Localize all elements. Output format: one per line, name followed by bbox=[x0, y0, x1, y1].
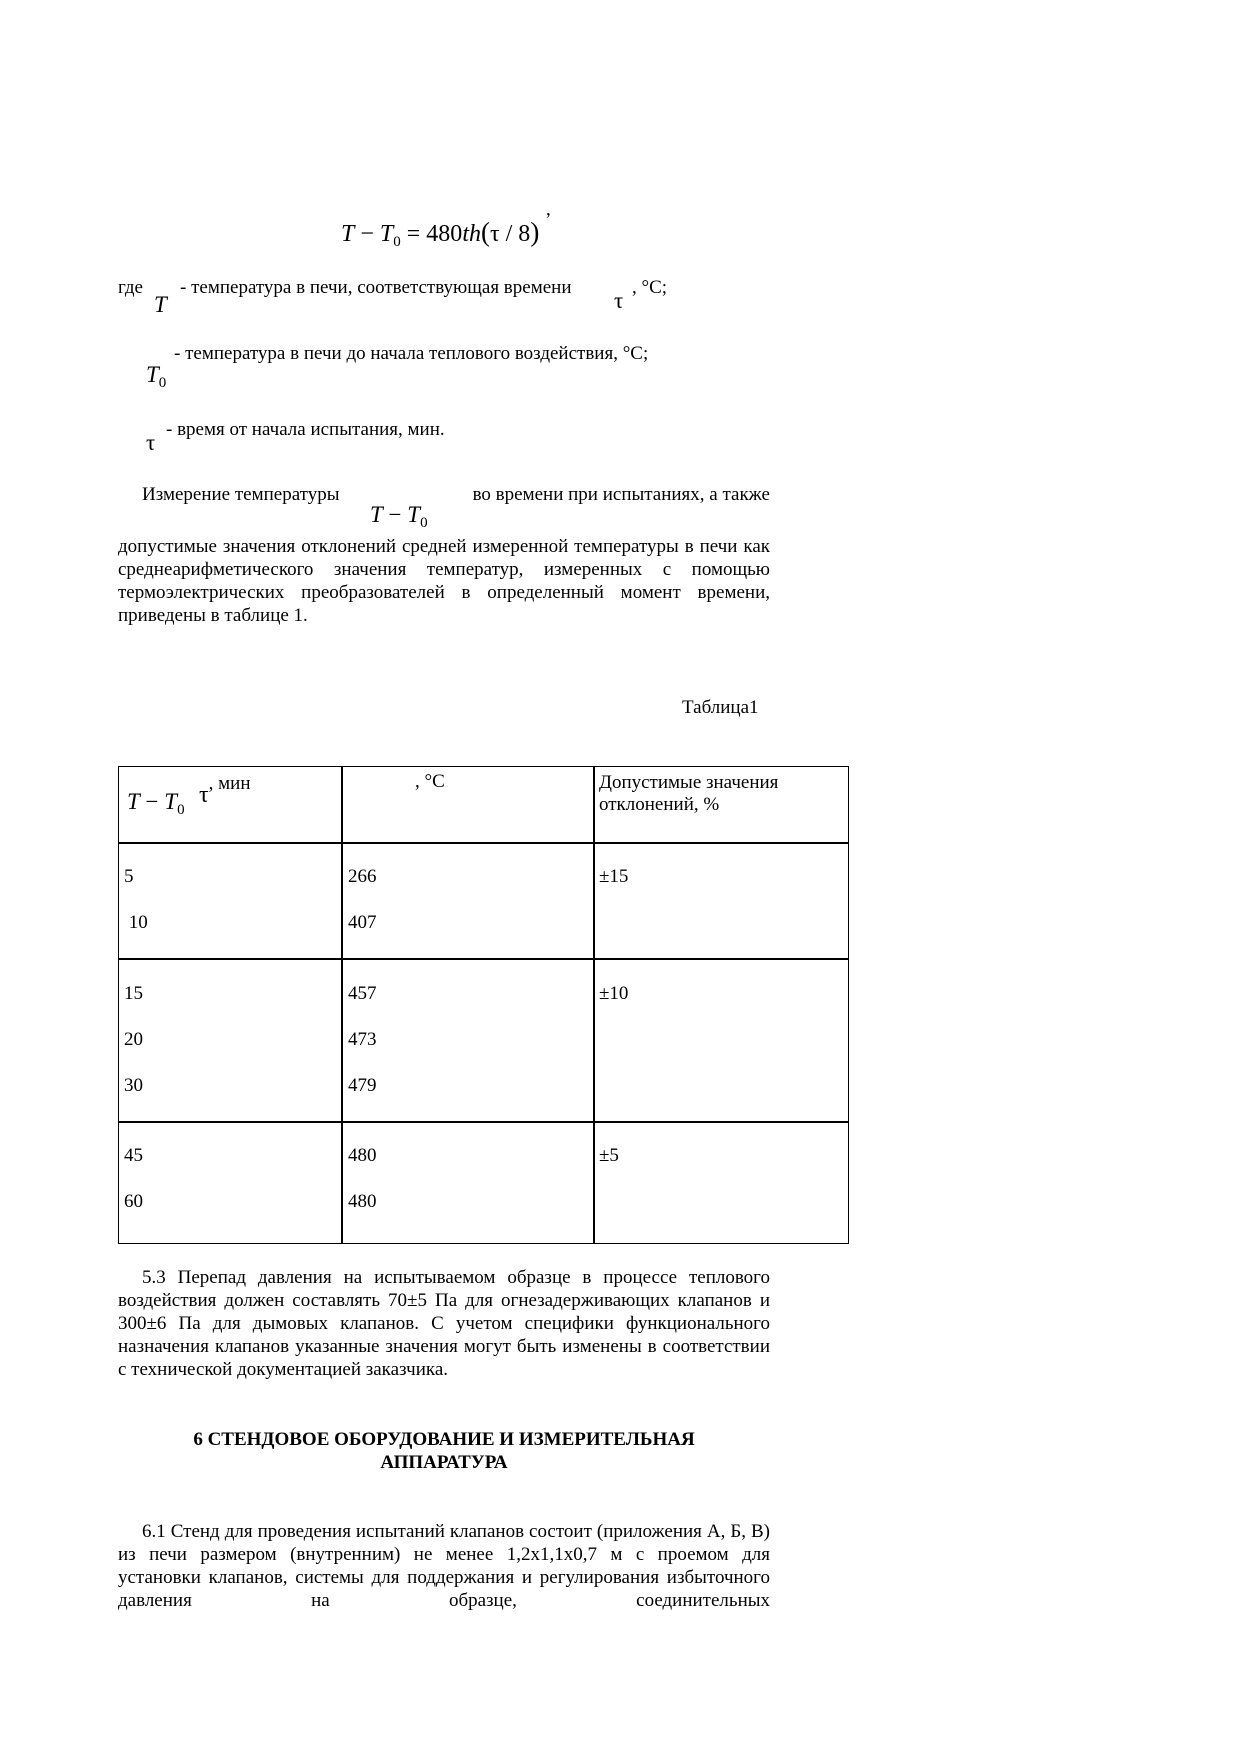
temp-407: 407 bbox=[348, 912, 377, 933]
definitions-intro: где bbox=[118, 277, 143, 298]
definition-T0-text: - температура в печи до начала теплового воздействия, °С; bbox=[174, 343, 649, 364]
symbol-tau: τ bbox=[614, 288, 624, 313]
time-30: 30 bbox=[124, 1075, 143, 1096]
header-deviation: Допустимые значения отклонений, % bbox=[599, 772, 779, 815]
definition-T-unit: , °С; bbox=[632, 277, 668, 298]
temp-480-a: 480 bbox=[348, 1145, 377, 1166]
symbol-T0: $T_0$ bbox=[146, 362, 167, 391]
temp-457: 457 bbox=[348, 983, 377, 1004]
time-20: 20 bbox=[124, 1029, 143, 1050]
time-10: 10 bbox=[124, 912, 148, 933]
header-temp-formula: $T - T_0$ bbox=[127, 789, 185, 818]
formula-T: T bbox=[341, 221, 355, 247]
formula-comma: , bbox=[546, 199, 551, 220]
paragraph-6-1: 6.1 Стенд для проведения испытаний клапанов состоит (приложения А, Б, В) из печи размером (внутренним) не менее 1,2х1,1х0,7 м с проемом для установки клапанов, системы для поддержания и регулирования избыточного давления на образце, соединительных bbox=[118, 1521, 770, 1611]
paragraph-5-3: 5.3 Перепад давления на испытываемом образце в процессе теплового воздействия должен составлять 70±5 Па для огнезадерживающих клапанов и 300±6 Па для дымовых клапанов. С учетом специфики функционального назначения клапанов указанные значения могут быть изменены в соответствии с технической документацией заказчика. bbox=[118, 1267, 770, 1380]
header-tau-symbol: τ bbox=[199, 782, 209, 808]
header-time: τ, мин bbox=[199, 773, 251, 808]
deviation-10: ±10 bbox=[599, 983, 629, 1004]
temperature-table bbox=[118, 766, 849, 1244]
main-formula: $T - T_0 = 480th(\tau / 8)$ bbox=[341, 217, 540, 250]
deviation-15: ±15 bbox=[599, 866, 629, 887]
temp-266: 266 bbox=[348, 866, 377, 887]
header-temp-unit: , °С bbox=[415, 771, 445, 792]
definition-T-text: - температура в печи, соответствующая времени bbox=[180, 277, 572, 298]
table-caption: Таблица1 bbox=[682, 697, 759, 718]
measure-part1: Измерение температуры bbox=[142, 484, 340, 505]
temp-473: 473 bbox=[348, 1029, 377, 1050]
section-6-title-line2: АППАРАТУРА bbox=[380, 1452, 508, 1473]
temp-479: 479 bbox=[348, 1075, 377, 1096]
measure-inline-formula: $T - T_0$ bbox=[370, 502, 428, 531]
time-15: 15 bbox=[124, 983, 143, 1004]
symbol-T: T bbox=[154, 292, 167, 317]
deviation-5: ±5 bbox=[599, 1145, 619, 1166]
symbol-tau-2: τ bbox=[146, 430, 156, 455]
section-6-title-line1: 6 СТЕНДОВОЕ ОБОРУДОВАНИЕ И ИЗМЕРИТЕЛЬНАЯ bbox=[193, 1429, 695, 1450]
definition-tau-text: - время от начала испытания, мин. bbox=[166, 419, 445, 440]
time-5: 5 bbox=[124, 866, 134, 887]
measure-body: допустимые значения отклонений средней измеренной температуры в печи как среднеарифметического значения температур, измеренных с помощью термоэлектрических преобразователей в определенный момент времени, приведены в таблице 1. bbox=[118, 536, 770, 626]
time-60: 60 bbox=[124, 1191, 143, 1212]
time-45: 45 bbox=[124, 1145, 143, 1166]
temp-480-b: 480 bbox=[348, 1191, 377, 1212]
measure-part2: во времени при испытаниях, а также bbox=[472, 484, 770, 505]
